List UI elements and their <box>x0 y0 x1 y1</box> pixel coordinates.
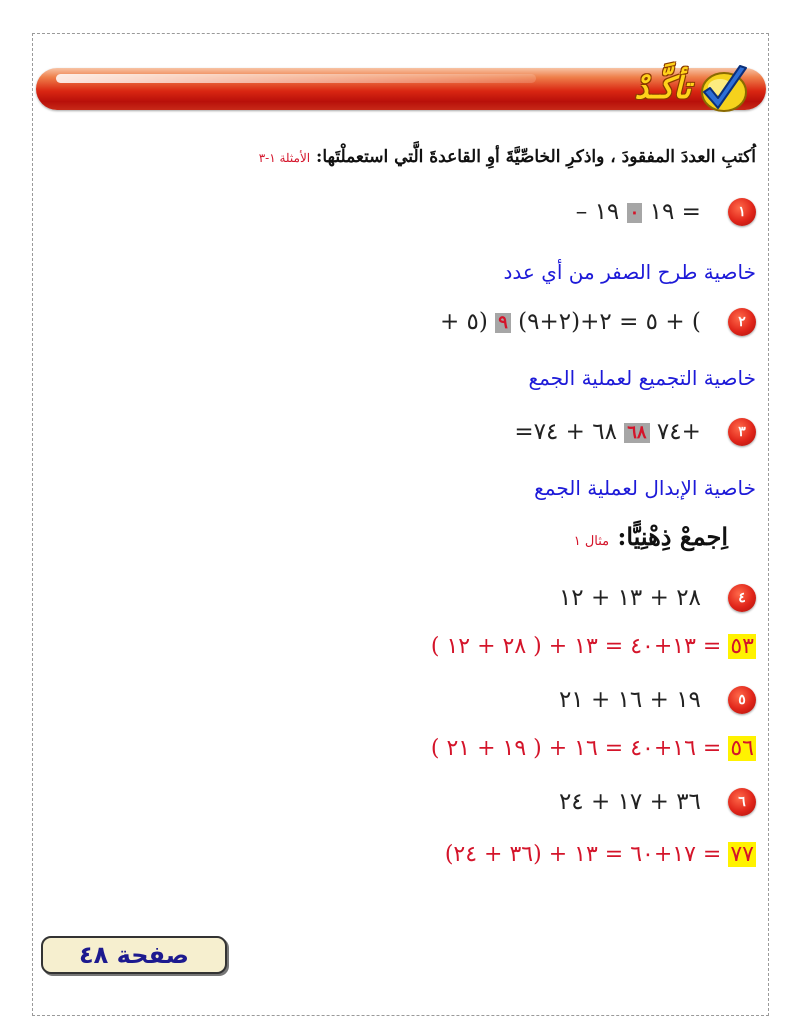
equation <box>576 199 701 225</box>
banner-title: تأكَّـدْ <box>634 71 691 106</box>
heading-text: اِجمعْ ذِهْنِيًّا: <box>617 522 728 551</box>
expression: ٢٨ + ١٣ + ١٢ <box>558 585 701 611</box>
number-badge: ١ <box>728 198 756 226</box>
problem-2 <box>440 308 756 336</box>
answer-1: خاصية طرح الصفر من أي عدد <box>503 260 756 284</box>
answer-3: خاصية الإبدال لعملية الجمع <box>534 476 756 500</box>
equation <box>440 309 701 335</box>
section-banner <box>36 68 766 110</box>
problem-3 <box>514 418 756 446</box>
instruction-text: اُكتبِ العددَ المفقودَ ، واذكرِ الخاصِّيَّةَ أوِ القاعدةَ الَّتي استعملْتَها: <box>316 147 756 167</box>
eq-left: (٢+٩)+٥ = ٢ + ( <box>518 309 701 335</box>
result-highlight: ٧٧ <box>730 842 754 867</box>
problem-4 <box>559 584 756 612</box>
eq-left: ٧٤+ <box>656 419 701 445</box>
problem-6 <box>559 788 756 816</box>
eq-right: + ٥) <box>439 309 488 335</box>
blank-answer: ٩ <box>495 313 511 333</box>
number-badge: ٦ <box>728 788 756 816</box>
heading-ref: مثال ١ <box>573 534 610 549</box>
solution-5 <box>431 736 756 761</box>
number-badge: ٢ <box>728 308 756 336</box>
solution-step: = ١٧+٦٠ = ١٣ + (٣٦ + ٢٤) <box>444 842 722 867</box>
answer-2: خاصية التجميع لعملية الجمع <box>528 366 756 390</box>
number-badge: ٤ <box>728 584 756 612</box>
eq-right: =٦٨ + ٧٤ <box>514 419 617 445</box>
mental-math-heading <box>574 522 728 551</box>
problem-5 <box>559 686 756 714</box>
solution-step: = ١٣+٤٠ = ١٣ + ( ٢٨ + ١٢ ) <box>430 634 722 659</box>
eq-left: – ١٩ <box>575 199 620 225</box>
blank-answer: ٠ <box>627 203 643 223</box>
expression: ١٩ + ١٦ + ٢١ <box>558 687 701 713</box>
blank-answer: ٦٨ <box>624 423 649 443</box>
result-highlight: ٥٦ <box>730 736 754 761</box>
instruction-ref: الأمثلة ١-٣ <box>258 151 311 165</box>
equation <box>514 419 701 445</box>
number-badge: ٥ <box>728 686 756 714</box>
expression: ٣٦ + ١٧ + ٢٤ <box>558 789 701 815</box>
instruction-line <box>259 147 756 167</box>
result-highlight: ٥٣ <box>730 634 754 659</box>
page-number-label: صفحة ٤٨ <box>41 936 227 974</box>
checkmark-icon <box>694 62 750 116</box>
eq-right: ١٩ = <box>649 199 701 225</box>
banner-shine <box>56 74 536 83</box>
problem-1 <box>576 198 756 226</box>
solution-6 <box>445 842 756 867</box>
solution-4 <box>431 634 756 659</box>
solution-step: = ١٦+٤٠ = ١٦ + ( ١٩ + ٢١ ) <box>430 736 722 761</box>
number-badge: ٣ <box>728 418 756 446</box>
